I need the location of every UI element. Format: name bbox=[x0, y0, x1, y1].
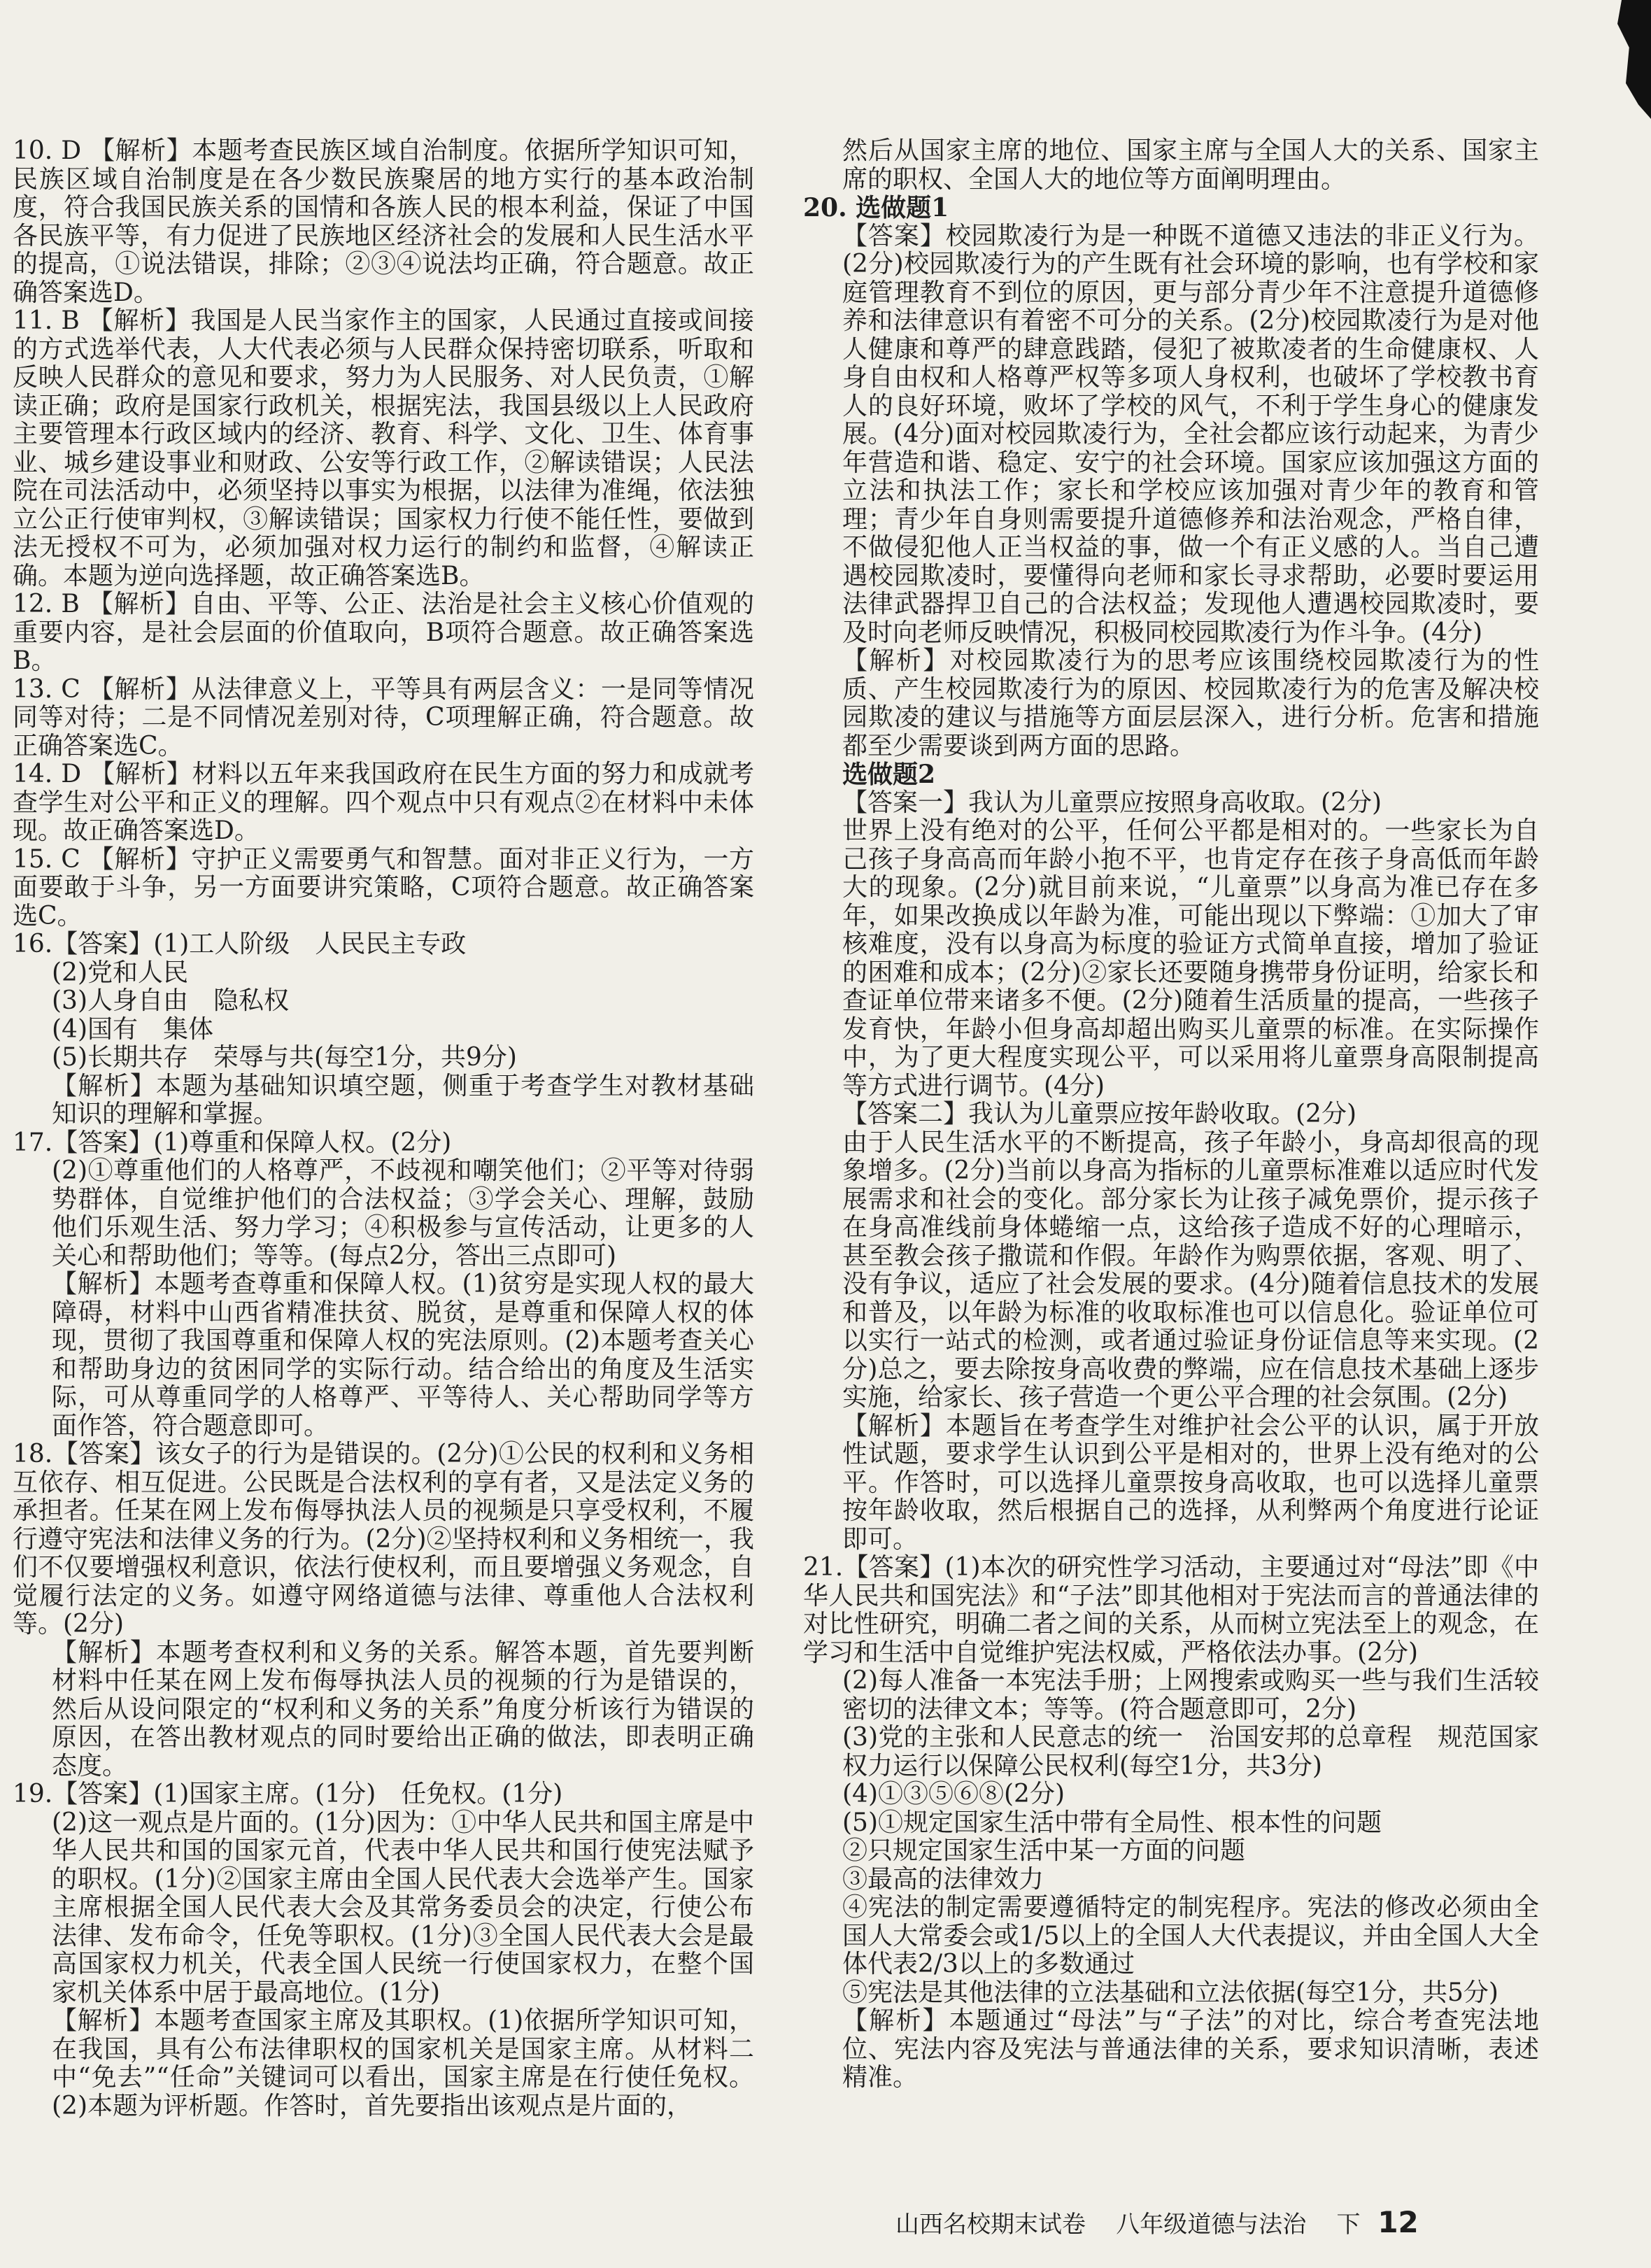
q16-line: (3)人身自由 隐私权 bbox=[52, 986, 289, 1015]
answer-q12: 12. B 【解析】自由、平等、公正、法治是社会主义核心价值观的重要内容，是社会层面的价值取向，B项符合题意。故正确答案选B。 bbox=[13, 590, 754, 675]
answer-q10: 10. D 【解析】本题考查民族区域自治制度。依据所学知识可知，民族区域自治制度是在各少数民族聚居的地方实行的基本政治制度，符合我国民族关系的国情和各族人民的根本利益，保证了中国各民族平等，有力促进了民族地区经济社会的发展和人民生活水平的提高，①说法错误，排除；②③④说法均正确，符合题意。故正确答案选D。 bbox=[13, 136, 754, 307]
optional-2-answer-2: 【答案二】我认为儿童票应按年龄收取。(2分) bbox=[842, 1100, 1356, 1128]
q20-heading: 20. 选做题1 bbox=[803, 193, 949, 222]
optional-2-explanation: 【解析】本题旨在考查学生对维护社会公平的认识，属于开放性试题，要求学生认识到公平是相对的，世界上没有绝对的公平。作答时，可以选择儿童票按身高收取，也可以选择儿童票按年龄收取，然后根据自己的选择，从利弊两个角度进行论证即可。 bbox=[842, 1411, 1539, 1554]
q16-line: (2)党和人民 bbox=[52, 958, 188, 987]
answer-q14: 14. D 【解析】材料以五年来我国政府在民生方面的努力和成就考查学生对公平和正义的理解。四个观点中只有观点②在材料中未体现。故正确答案选D。 bbox=[13, 760, 754, 845]
optional-2-heading: 选做题2 bbox=[842, 760, 936, 789]
answer-q16 bbox=[13, 930, 754, 1129]
q16-line: (5)长期共存 荣辱与共(每空1分，共9分) bbox=[52, 1043, 517, 1072]
q19-continuation: 然后从国家主席的地位、国家主席与全国人大的关系、国家主席的职权、全国人大的地位等方面阐明理由。 bbox=[842, 136, 1539, 194]
q16-line: 16.【答案】(1)工人阶级 人民民主专政 bbox=[13, 930, 467, 958]
q18-explanation: 【解析】本题考查权利和义务的关系。解答本题，首先要判断材料中任某在网上发布侮辱执法人员的视频的行为是错误的，然后从设问限定的“权利和义务的关系”角度分析该行为错误的原因，在答出教材观点的同时要给出正确的做法，即表明正确态度。 bbox=[52, 1638, 754, 1780]
answer-q17 bbox=[13, 1129, 754, 1441]
answer-q15: 15. C 【解析】守护正义需要勇气和智慧。面对非正义行为，一方面要敢于斗争，另一方面要讲究策略，C项符合题意。故正确答案选C。 bbox=[13, 844, 754, 930]
answer-q21 bbox=[803, 1554, 1539, 2092]
q18-line: 18.【答案】该女子的行为是错误的。(2分)①公民的权利和义务相互依存、相互促进。公民既是合法权利的享有者，又是法定义务的承担者。任某在网上发布侮辱执法人员的视频是只享受权利，不履行遵守宪法和法律义务的行为。(2分)②坚持权利和义务相统一，我们不仅要增强权利意识，依法行使权利，而且要增强义务观念，自觉履行法定的义务。如遵守网络道德与法律、尊重他人合法权利等。(2分) bbox=[13, 1440, 754, 1638]
optional-2-answer-2-body: 由于人民生活水平的不断提高，孩子年龄小，身高却很高的现象增多。(2分)当前以身高为指标的儿童票标准难以适应时代发展需求和社会的变化。部分家长为让孩子减免票价，提示孩子在身高准线前身体蜷缩一点，这给孩子造成不好的心理暗示，甚至教会孩子撒谎和作假。年龄作为购票依据，客观、明了、没有争议，适应了社会发展的要求。(4分)随着信息技术的发展和普及，以年龄为标准的收取标准也可以信息化。验证单位可以实行一站式的检测，或者通过验证身份证信息等来实现。(2分)总之，要去除按身高收费的弊端，应在信息技术基础上逐步实施，给家长、孩子营造一个更公平合理的社会氛围。(2分) bbox=[842, 1128, 1539, 1412]
footer-grade-subject: 八年级道德与法治 bbox=[1116, 2211, 1307, 2239]
q21-line: ③最高的法律效力 bbox=[842, 1864, 1044, 1894]
q19-explanation: 【解析】本题考查国家主席及其职权。(1)依据所学知识可知，在我国，具有公布法律职权的国家机关是国家主席。从材料二中“免去”“任命”关键词可以看出，国家主席是在行使任免权。(2)本题为评析题。作答时，首先要指出该观点是片面的， bbox=[52, 2006, 754, 2120]
footer-volume: 下 bbox=[1336, 2211, 1361, 2239]
right-column bbox=[803, 137, 1539, 2092]
q16-explanation: 【解析】本题为基础知识填空题，侧重于考查学生对教材基础知识的理解和掌握。 bbox=[52, 1071, 754, 1128]
optional-2-answer-1-body: 世界上没有绝对的公平，任何公平都是相对的。一些家长为自己孩子身高高而年龄小抱不平，也肯定存在孩子身高低而年龄大的现象。(2分)就目前来说，“儿童票”以身高为准已存在多年，如果改换成以年龄为准，可能出现以下弊端：①加大了审核难度，没有以身高为标度的验证方式简单直接，增加了验证的困难和成本；(2分)②家长还要随身携带身份证明，给家长和查证单位带来诸多不便。(2分)随着生活质量的提高，一些孩子发育快，年龄小但身高却超出购买儿童票的标准。在实际操作中，为了更大程度实现公平，可以采用将儿童票身高限制提高等方式进行调节。(4分) bbox=[842, 816, 1539, 1100]
q21-line: ⑤宪法是其他法律的立法基础和立法依据(每空1分，共5分) bbox=[842, 1978, 1498, 2007]
q21-explanation: 【解析】本题通过“母法”与“子法”的对比，综合考查宪法地位、宪法内容及宪法与普通法律的关系，要求知识清晰，表述精准。 bbox=[842, 2006, 1539, 2092]
torn-corner bbox=[1609, 0, 1651, 119]
q21-line: (3)党的主张和人民意志的统一 治国安邦的总章程 规范国家权力运行以保障公民权利(每空1分，共3分) bbox=[842, 1723, 1539, 1780]
q20-explanation: 【解析】对校园欺凌行为的思考应该围绕校园欺凌行为的性质、产生校园欺凌行为的原因、校园欺凌行为的危害及解决校园欺凌的建议与措施等方面层层深入，进行分析。危害和措施都至少需要谈到两方面的思路。 bbox=[842, 646, 1539, 760]
q21-line: (4)①③⑤⑥⑧(2分) bbox=[842, 1780, 1065, 1808]
q17-line: 17.【答案】(1)尊重和保障人权。(2分) bbox=[13, 1128, 452, 1157]
q21-line: (5)①规定国家生活中带有全局性、根本性的问题 bbox=[842, 1808, 1382, 1837]
q19-line: 19.【答案】(1)国家主席。(1分) 任免权。(1分) bbox=[13, 1780, 563, 1808]
page-number: 12 bbox=[1377, 2205, 1419, 2239]
q21-line: ②只规定国家生活中某一方面的问题 bbox=[842, 1836, 1246, 1865]
answer-q18 bbox=[13, 1440, 754, 1780]
page-footer bbox=[895, 2205, 1525, 2239]
answer-q13: 13. C 【解析】从法律意义上，平等具有两层含义：一是同等情况同等对待；二是不同情况差别对待，C项理解正确，符合题意。故正确答案选C。 bbox=[13, 674, 754, 760]
q21-line: ④宪法的制定需要遵循特定的制宪程序。宪法的修改必须由全国人大常委会或1/5以上的全国人大代表提议，并由全国人大全体代表2/3以上的多数通过 bbox=[842, 1893, 1539, 1978]
q16-line: (4)国有 集体 bbox=[52, 1014, 213, 1044]
q17-line: (2)①尊重他们的人格尊严，不歧视和嘲笑他们；②平等对待弱势群体，自觉维护他们的合法权益；③学会关心、理解，鼓励他们乐观生活、努力学习；④积极参与宣传活动，让更多的人关心和帮助他们；等等。(每点2分，答出三点即可) bbox=[52, 1156, 754, 1270]
optional-2-answer-1: 【答案一】我认为儿童票应按照身高收取。(2分) bbox=[842, 788, 1382, 817]
q21-line: (2)每人准备一本宪法手册；上网搜索或购买一些与我们生活较密切的法律文本；等等。(符合题意即可，2分) bbox=[842, 1666, 1539, 1724]
q20-answer: 【答案】校园欺凌行为是一种既不道德又违法的非正义行为。(2分)校园欺凌行为的产生既有社会环境的影响，也有学校和家庭管理教育不到位的原因，更与部分青少年不注意提升道德修养和法律意识有着密不可分的关系。(2分)校园欺凌行为是对他人健康和尊严的肆意践踏，侵犯了被欺凌者的生命健康权、人身自由权和人格尊严权等多项人身权利，也破坏了学校教书育人的良好环境，败坏了学校的风气，不利于学生身心的健康发展。(4分)面对校园欺凌行为，全社会都应该行动起来，为青少年营造和谐、稳定、安宁的社会环境。国家应该加强这方面的立法和执法工作；家长和学校应该加强对青少年的教育和管理；青少年自身则需要提升道德修养和法治观念，严格自律，不做侵犯他人正当权益的事，做一个有正义感的人。当自己遭遇校园欺凌时，要懂得向老师和家长寻求帮助，必要时要运用法律武器捍卫自己的合法权益；发现他人遭遇校园欺凌时，要及时向老师反映情况，积极同校园欺凌行为作斗争。(4分) bbox=[842, 221, 1539, 647]
q19-line: (2)这一观点是片面的。(1分)因为：①中华人民共和国主席是中华人民共和国的国家元首，代表中华人民共和国行使宪法赋予的职权。(1分)②国家主席由全国人民代表大会选举产生。国家主席根据全国人民代表大会及其常务委员会的决定，行使公布法律、发布命令，任免等职权。(1分)③全国人民代表大会是最高国家权力机关，代表全国人民统一行使国家权力，在整个国家机关体系中居于最高地位。(1分) bbox=[52, 1808, 754, 2007]
answer-q19 bbox=[13, 1780, 754, 2120]
left-column bbox=[13, 137, 754, 2120]
q21-line: 21.【答案】(1)本次的研究性学习活动，主要通过对“母法”即《中华人民共和国宪法》和“子法”即其他相对于宪法而言的普通法律的对比性研究，明确二者之间的关系，从而树立宪法至上的观念，在学习和生活中自觉维护宪法权威，严格依法办事。(2分) bbox=[803, 1553, 1539, 1667]
q17-explanation: 【解析】本题考查尊重和保障人权。(1)贫穷是实现人权的最大障碍，材料中山西省精准扶贫、脱贫，是尊重和保障人权的体现，贯彻了我国尊重和保障人权的宪法原则。(2)本题考查关心和帮助身边的贫困同学的实际行动。结合给出的角度及生活实际，可从尊重同学的人格尊严、平等待人、关心帮助同学等方面作答，符合题意即可。 bbox=[52, 1270, 754, 1440]
answer-q11: 11. B 【解析】我国是人民当家作主的国家，人民通过直接或间接的方式选举代表，人大代表必须与人民群众保持密切联系，听取和反映人民群众的意见和要求，努力为人民服务、对人民负责，①解读正确；政府是国家行政机关，根据宪法，我国县级以上人民政府主要管理本行政区域内的经济、教育、科学、文化、卫生、体育事业、城乡建设事业和财政、公安等行政工作，②解读错误；人民法院在司法活动中，必须坚持以事实为根据，以法律为准绳，依法独立公正行使审判权，③解读错误；国家权力行使不能任性，要做到法无授权不可为，必须加强对权力运行的制约和监督，④解读正确。本题为逆向选择题，故正确答案选B。 bbox=[13, 306, 754, 590]
footer-series: 山西名校期末试卷 bbox=[895, 2211, 1086, 2239]
